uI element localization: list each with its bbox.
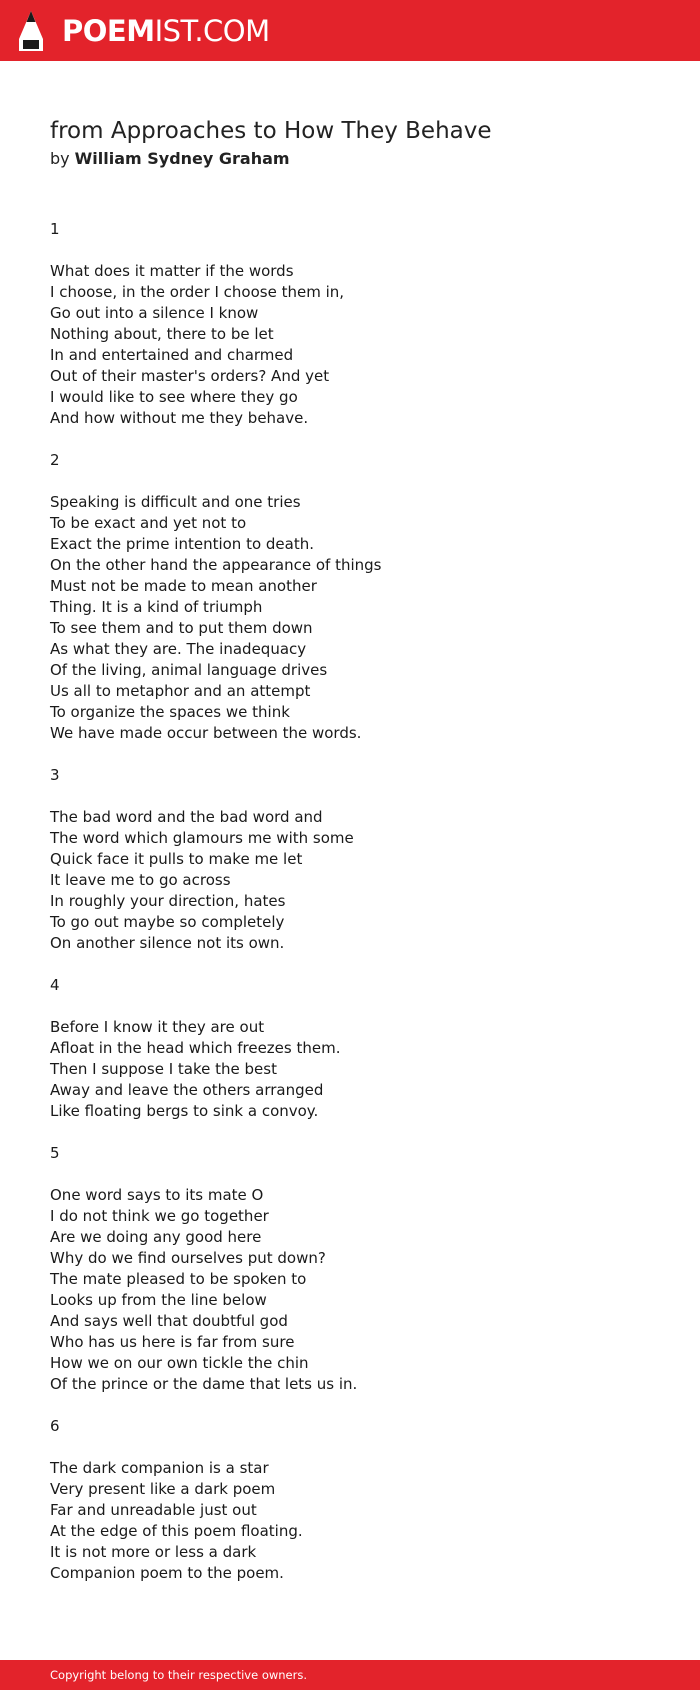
poem-line: To organize the spaces we think xyxy=(50,703,290,721)
poem-line: Thing. It is a kind of triumph xyxy=(50,598,263,616)
poem-line: Companion poem to the poem. xyxy=(50,1564,284,1582)
stanza xyxy=(50,1458,650,1584)
poem-line: Very present like a dark poem xyxy=(50,1480,276,1498)
poem-line: Are we doing any good here xyxy=(50,1228,262,1246)
poem-line: Then I suppose I take the best xyxy=(50,1060,277,1078)
poem-line: And says well that doubtful god xyxy=(50,1312,288,1330)
stanza xyxy=(50,261,650,429)
poem-line: Quick face it pulls to make me let xyxy=(50,850,303,868)
poem-line: Why do we find ourselves put down? xyxy=(50,1249,326,1267)
poem-line: Like floating bergs to sink a convoy. xyxy=(50,1102,319,1120)
stanza xyxy=(50,1185,650,1395)
poem-line: It leave me to go across xyxy=(50,871,231,889)
stanza-number: 2 xyxy=(50,451,60,469)
stanza-number: 3 xyxy=(50,766,60,784)
poem-line: Who has us here is far from sure xyxy=(50,1333,295,1351)
poem-line: And how without me they behave. xyxy=(50,409,309,427)
stanza-number: 5 xyxy=(50,1144,60,1162)
poem-line: I would like to see where they go xyxy=(50,388,298,406)
poem-body xyxy=(50,219,650,1605)
poem-line: Looks up from the line below xyxy=(50,1291,267,1309)
logo-strong-text: POEM xyxy=(62,14,155,48)
poem-line: To go out maybe so completely xyxy=(50,913,285,931)
poem-line: We have made occur between the words. xyxy=(50,724,362,742)
poem-line: The mate pleased to be spoken to xyxy=(50,1270,307,1288)
stanza-number: 6 xyxy=(50,1417,60,1435)
poem-line: Away and leave the others arranged xyxy=(50,1081,324,1099)
poem-line: I choose, in the order I choose them in, xyxy=(50,283,345,301)
poem-line: Us all to metaphor and an attempt xyxy=(50,682,311,700)
poem-line: Of the prince or the dame that lets us in. xyxy=(50,1375,358,1393)
stanza xyxy=(50,1017,650,1122)
poem-line: As what they are. The inadequacy xyxy=(50,640,307,658)
pencil-logo-icon[interactable] xyxy=(18,10,44,52)
stanza xyxy=(50,492,650,744)
poem-line: Before I know it they are out xyxy=(50,1018,265,1036)
poem-line: How we on our own tickle the chin xyxy=(50,1354,309,1372)
poem-line: The dark companion is a star xyxy=(50,1459,269,1477)
poem-title: from Approaches to How They Behave xyxy=(50,118,492,144)
poem-line: Exact the prime intention to death. xyxy=(50,535,315,553)
poem-line: Afloat in the head which freezes them. xyxy=(50,1039,341,1057)
by-label: by xyxy=(50,149,70,168)
poem-line: At the edge of this poem floating. xyxy=(50,1522,303,1540)
stanza-number: 1 xyxy=(50,220,60,238)
poem-line: In roughly your direction, hates xyxy=(50,892,286,910)
poem-line: To see them and to put them down xyxy=(50,619,313,637)
poem-line: Out of their master's orders? And yet xyxy=(50,367,330,385)
poem-line: Speaking is difficult and one tries xyxy=(50,493,301,511)
stanza xyxy=(50,807,650,954)
site-header xyxy=(0,0,700,61)
site-logo[interactable] xyxy=(62,11,270,51)
copyright-text: Copyright belong to their respective owners. xyxy=(50,1668,308,1682)
poem-line: The word which glamours me with some xyxy=(50,829,354,847)
poem-line: What does it matter if the words xyxy=(50,262,294,280)
poem-author: William Sydney Graham xyxy=(74,149,290,168)
poem-line: One word says to its mate O xyxy=(50,1186,264,1204)
poem-line: On the other hand the appearance of things xyxy=(50,556,382,574)
stanza-number: 4 xyxy=(50,976,60,994)
poem-line: I do not think we go together xyxy=(50,1207,269,1225)
poem-line: Far and unreadable just out xyxy=(50,1501,257,1519)
logo-light-text: IST.COM xyxy=(154,14,270,48)
poem-line: In and entertained and charmed xyxy=(50,346,294,364)
poem-line: Nothing about, there to be let xyxy=(50,325,274,343)
poem-line: Go out into a silence I know xyxy=(50,304,259,322)
poem-line: It is not more or less a dark xyxy=(50,1543,257,1561)
poem-line: The bad word and the bad word and xyxy=(50,808,323,826)
poem-line: Of the living, animal language drives xyxy=(50,661,328,679)
poem-line: To be exact and yet not to xyxy=(50,514,247,532)
site-footer xyxy=(0,1660,700,1690)
poem-line: Must not be made to mean another xyxy=(50,577,317,595)
byline xyxy=(50,148,290,170)
poem-line: On another silence not its own. xyxy=(50,934,285,952)
